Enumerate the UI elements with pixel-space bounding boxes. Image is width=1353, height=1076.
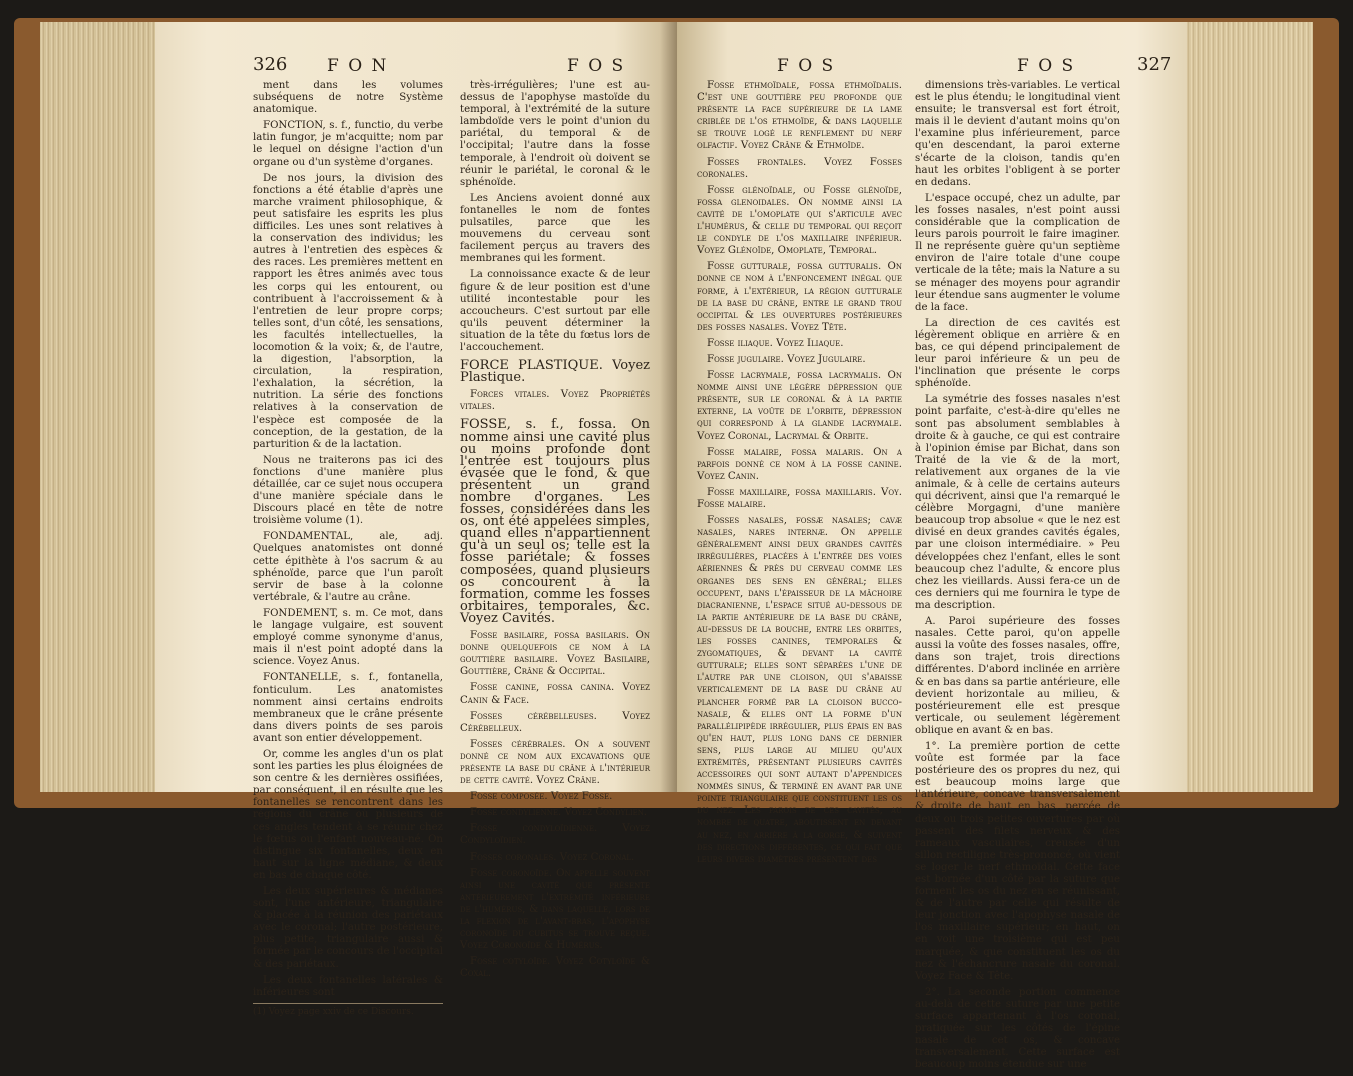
paragraph: FONDEMENT, s. m. Ce mot, dans le langage vulgaire, est souvent employé comme synonyme d'anus, mais il n'est point adopté dans la science. Voyez Anus. (253, 607, 443, 668)
page-edges-right (1185, 22, 1313, 792)
right-page (677, 22, 1187, 1071)
paragraph: Fosse canine, fossa canina. Voyez Canin & Face. (460, 682, 650, 706)
paragraph: Fosses coronales. Voyez Coronal. (470, 851, 635, 863)
paragraph: La connoissance exacte & de leur figure & de leur position est d'une utilité incontestable pour les accoucheurs. C'est surtout par elle qu'ils peuvent déterminer la situation de la tête du fœtus lors de l'accouchement. (460, 269, 650, 353)
paragraph: Fosse glénoïdale, ou Fosse glénoïde, fossa glenoidales. On nomme ainsi la cavité de l'omoplate qui s'articule avec l'humérus, & celle du temporal qui reçoit le condyle de l'os maxillaire inférieur. Voyez Glénoïde, Omoplate, Temporal. (697, 184, 902, 257)
paragraph: Nous ne traiterons pas ici des fonctions d'une manière plus détaillée, car ce sujet nous occupera d'une manière spéciale dans le Discours placé en tête de notre troisième volume (1). (253, 454, 443, 527)
page-edges-left (40, 22, 160, 792)
paragraph: Or, comme les angles d'un os plat sont les parties les plus éloignées de son centre & les dernières ossifiées, par conséquent, il en résulte que les fontanelles se rencontrent dans les régions du crâne où plusieurs de ces angles tendent à se réunir chez le fœtus ou l'enfant nouveau-né. On distingue six fontanelles, deux en haut sur la ligne médiane, & deux en bas de chaque côté. (253, 748, 443, 881)
paragraph: Fosse basilaire, fossa basilaris. On donne quelquefois ce nom à la gouttière basilaire. Voyez Basilaire, Gouttière, Crâne & Occipital. (460, 630, 650, 678)
paragraph: Fosses nasales, fossæ nasales; cavæ nasales, nares internæ. On appelle généralement ainsi deux grandes cavités irrégulières, placées à l'entrée des voies aériennes & près du cerveau comme les organes des sens en général; elles occupent, dans l'épaisseur de la mâchoire diacranienne, l'espace situé au-dessous de la partie antérieure de la base du crâne, au-dessus de la bouche, entre les orbites, les fosses canines, temporales & zygomatiques, & devant la cavité gutturale; elles sont séparées l'une de l'autre par une cloison, qui s'abaisse verticalement de la base du crâne au plancher formé par la cloison bucco-nasale, & elles ont la forme d'un parallélipipède irrégulier, plus épais en bas qu'en haut, plus long dans ce dernier sens, plus large au milieu qu'aux extrémités, présentant plusieurs cavités accessoires qui sont autant d'appendices nommés sinus, & terminé en avant par une pointe triangulaire que constituent les os du nez. Les parois de ces cavités, au nombre de quatre, aboutissent en devant au nez, en arrière à la gorge, & suivent des directions différentes, ce qui fait que leurs divers diamètres présentent des (697, 515, 902, 865)
paragraph: La symétrie des fosses nasales n'est point parfaite, c'est-à-dire qu'elles ne sont pas absolument semblables à droite & à gauche, ce qui est contraire à l'opinion émise par Bichat, dans son Traité de la vie & de la mort, relativement aux organes de la vie animale, & à celle de certains auteurs qui décrivent, ainsi que l'a remarqué le célèbre Morgagni, d'une manière beaucoup trop absolue « que le nez est divisé en deux grandes cavités égales, par une cloison intermédiaire. » Peu développées chez l'enfant, elles le sont beaucoup chez l'adulte, & encore plus chez les vieillards. Aussi fera-ce un de ces derniers qui me fournira le type de ma description. (915, 394, 1120, 611)
paragraph: Fosse cotyloïde. Voyez Cotyloïde & Coxal. (460, 956, 650, 980)
right-column-1 (697, 80, 902, 870)
paragraph: Forces vitales. Voyez Propriétés vitales. (460, 389, 650, 413)
paragraph: ment dans les volumes subséquens de notre Système anatomique. (253, 80, 443, 116)
left-column-2 (460, 80, 650, 984)
footnote: (1) Voyez page xxiv de ce Discours. (253, 1003, 443, 1018)
paragraph: Les deux supérieures & médianes sont, l'une antérieure, triangulaire & placée à la réunion des pariétaux avec le coronal; l'autre postérieure, plus petite, triangulaire aussi & formée par le concours de l'occipital & des pariétaux. (253, 886, 443, 970)
paragraph: FONDAMENTAL, ale, adj. Quelques anatomistes ont donné cette épithète à l'os sacrum & au sphénoïde, parce que l'un paroît servir de base à la colonne vertébrale, & l'autre au crâne. (253, 531, 443, 603)
paragraph: Fosse coronoïde. On appelle souvent ainsi une cavité que présente antérieurement l'extrémité inférieure de l'humérus, & dans laquelle, lors de la flexion de l'avant-bras, l'apophyse coronoïde du cubitus se trouve reçue. Voyez Coronoïde & Humérus. (460, 867, 650, 952)
paragraph: Fosse lacrymale, fossa lacrymalis. On nomme ainsi une légère dépression que présente, sur le coronal & à la partie externe, la voûte de l'orbite, dépression qui correspond à la glande lacrymale. Voyez Coronal, Lacrymal & Orbite. (697, 370, 902, 442)
paragraph: Fosse jugulaire. Voyez Jugulaire. (707, 353, 866, 365)
paragraph: 1°. La première portion de cette voûte est formée par la face postérieure des os propres du nez, qui est beaucoup moins large que l'antérieure, concave transversalement & droite de haut en bas, percée de deux ou trois petites ouvertures par où passent des filets nerveux & des rameaux vasculaires, creusée d'un sillon rectiligne très-prononcé, où vient se loger le nerf ethmoïdal. Cette face est bornée d'un côté par la suture que forment les os du nez en se réunissant, & de l'autre par celle qui résulte de leur jonction avec l'apophyse nasale de l'os maxillaire supérieur; en haut, on en voit une troisième qui est peu marquée, & que constituent les os du nez & l'échancrure nasale du coronal. Voyez Face & Tête. (915, 740, 1120, 982)
paragraph: Fosse iliaque. Voyez Iliaque. (707, 337, 844, 349)
paragraph: FOSSE, s. f., fossa. On nomme ainsi une cavité plus ou moins profonde dont l'entrée est toujours plus évasée que le fond, & que présentent un grand nombre d'organes. Les fosses, considérées dans les os, ont été appelées simples, quand elles n'appartiennent qu'à un seul os; telle est la fosse pariétale; & fosses composées, quand plusieurs os concourent à la formation, comme les fosses orbitaires, temporales, &c. Voyez Cavités. (460, 417, 650, 626)
paragraph: FONCTION, s. f., functio, du verbe latin fungor, je m'acquitte; nom par le lequel on désigne l'action d'un organe ou d'un système d'organes. (253, 120, 443, 168)
left-page-number: 326 (253, 54, 288, 75)
paragraph: Fosses cérébelleuses. Voyez Cérébelleux. (460, 710, 650, 734)
left-column-1 (253, 80, 443, 1018)
right-running-head-2: F O S (1017, 56, 1076, 76)
paragraph: L'espace occupé, chez un adulte, par les fosses nasales, n'est point aussi considérable que la complication de leurs parois pourroit le faire imaginer. Il ne représente guère qu'un septième environ de l'aire totale d'une coupe verticale de la tête; mais la Nature a su se ménager des moyens pour agrandir leur étendue sans augmenter le volume de la face. (915, 192, 1120, 313)
paragraph: La direction de ces cavités est légèrement oblique en arrière & en bas, ce qui dépend principalement de leur paroi inférieure & un peu de l'inclination que présente le corps sphénoïde. (915, 317, 1120, 390)
right-column-2 (915, 80, 1120, 1076)
paragraph: Les Anciens avoient donné aux fontanelles le nom de fontes pulsatiles, parce que les mouvemens du cerveau sont facilement perçus au travers des membranes qui les forment. (460, 192, 650, 265)
paragraph: FONTANELLE, s. f., fontanella, fonticulum. Les anatomistes nomment ainsi certains endroits membraneux que le crâne présente dans divers points de ses parois avant son entier développement. (253, 672, 443, 744)
right-page-number: 327 (1137, 54, 1172, 75)
paragraph: Fosse composée. Voyez Fosse. (470, 791, 613, 803)
paragraph: Fosse condylienne. Voyez Condylien. (470, 807, 648, 819)
paragraph: Fosses frontales. Voyez Fosses coronales. (697, 156, 902, 180)
paragraph: 2°. La seconde portion commence au-delà de cette suture par une petite surface appartenant à l'os coronal, pratiquée sur les côtés de l'épine nasale de cet os, & concave transversalement. Cette surface est beaucoup moins étendue sur une (915, 986, 1120, 1071)
paragraph: FORCE PLASTIQUE. Voyez Plastique. (460, 358, 650, 386)
paragraph: très-irrégulières; l'une est au-dessus de l'apophyse mastoïde du temporal, à l'extrémité de la suture lambdoïde vers le point d'union du pariétal, du temporal & de l'occipital; l'autre dans la fosse temporale, à l'endroit où doivent se réunir le pariétal, le coronal & le sphénoïde. (460, 80, 650, 188)
left-running-head-1: F O N (327, 56, 389, 76)
left-running-head-2: F O S (567, 56, 626, 76)
left-page (155, 22, 677, 1017)
paragraph: Fosses cérébrales. On a souvent donné ce nom aux excavations que présente la base du crâne à l'intérieur de cette cavité. Voyez Crâne. (460, 738, 650, 787)
right-running-head-1: F O S (777, 56, 836, 76)
paragraph: Les deux fontanelles latérales & inférieures sont (253, 974, 443, 998)
paragraph: Fosse condyloïdienne. Voyez Condyloïdien. (460, 823, 650, 847)
paragraph: Fosse malaire, fossa malaris. On a parfois donné ce nom à la fosse canine. Voyez Canin. (697, 446, 902, 482)
paragraph: De nos jours, la division des fonctions a été établie d'après une marche vraiment philosophique, & peut satisfaire les esprits les plus difficiles. Les unes sont relatives à la conservation des individus; les autres à l'entretien des espèces & des races. Les premières mettent en rapport les êtres animés avec tous les corps qui les entourent, ou contribuent à l'accroissement & à l'entretien de leur propre corps; telles sont, d'un côté, les sensations, les facultés intellectuelles, la locomotion & la voix; &, de l'autre, la digestion, l'absorption, la circulation, la respiration, l'exhalation, la sécrétion, la nutrition. La série des fonctions relatives à la conservation de l'espèce est composée de la conception, de la gestation, de la parturition & de la lactation. (253, 172, 443, 450)
paragraph: A. Paroi supérieure des fosses nasales. Cette paroi, qu'on appelle aussi la voûte des fosses nasales, offre, dans son trajet, trois directions différentes. D'abord inclinée en arrière & en bas dans sa partie antérieure, elle devient horizontale au milieu, & postérieurement elle est presque verticale, ou seulement légèrement oblique en avant & en bas. (915, 616, 1120, 736)
paragraph: dimensions très-variables. Le vertical est le plus étendu; le longitudinal vient ensuite; le transversal est fort étroit, mais il le devient d'autant moins qu'on l'examine plus inférieurement, parce qu'en descendant, la paroi externe s'écarte de la cloison, tandis qu'en haut les orbites l'obligent à se porter en dedans. (915, 80, 1120, 188)
paragraph: Fosse gutturale, fossa gutturalis. On donne ce nom à l'enfoncement inégal que forme, à l'extérieur, la région gutturale de la base du crâne, entre le grand trou occipital & les ouvertures postérieures des fosses nasales. Voyez Tête. (697, 261, 902, 333)
paragraph: Fosse ethmoïdale, fossa ethmoïdalis. C'est une gouttière peu profonde que présente la face supérieure de la lame criblée de l'os ethmoïde, & dans laquelle se trouve logé le renflement du nerf olfactif. Voyez Crâne & Ethmoïde. (697, 80, 902, 152)
paragraph: Fosse maxillaire, fossa maxillaris. Voy. Fosse malaire. (697, 486, 902, 510)
